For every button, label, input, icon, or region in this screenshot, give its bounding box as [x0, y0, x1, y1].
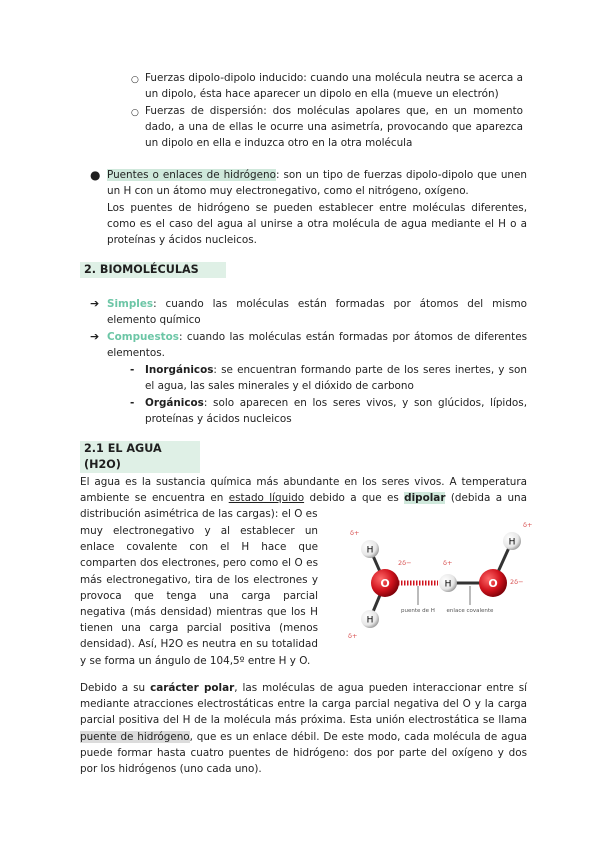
compuestos-term: Compuestos: [107, 331, 179, 343]
charge-2delta-minus: 2δ−: [398, 559, 412, 567]
arrow-bullet-icon: ➔: [90, 330, 100, 343]
organicos-term: Orgánicos: [145, 397, 204, 409]
organicos-text: : solo aparecen en los seres vivos, y son glúcidos, lípidos, proteínas y ácidos nucleicos: [145, 397, 527, 426]
charge-delta-plus: δ+: [348, 632, 358, 640]
simples-text: : cuando las moléculas están formadas por átomos del mismo elemento químico: [107, 298, 527, 327]
puentes-paragraph-2: Los puentes de hidrógeno se pueden establecer entre moléculas diferentes, como es el caso del agua al unirse a otra molécula de agua mediante el H o a proteínas y ácidos nucleicos.: [107, 202, 527, 247]
list-item-dispersion: Fuerzas de dispersión: dos moléculas apolares que, en un momento dado, a una de ellas le ocurre una asimetría, provocando que aparezca un dipolo en ella e induzca otro en la otra molécula: [145, 105, 523, 150]
p1-text-b: debido a que es: [304, 492, 405, 505]
estado-liquido-term: estado líquido: [228, 492, 305, 505]
charge-delta-plus: δ+: [523, 521, 533, 529]
puentes-term: Puentes o enlaces de hidrógeno: [107, 169, 276, 181]
charge-delta-plus: δ+: [350, 529, 360, 537]
dash-bullet-icon: -: [130, 397, 135, 409]
p2-text-c: , que es un enlace débil. De este modo, cada molécula de agua puede formar hasta cuatro puentes de hidrógeno: dos por parte del oxígeno y dos por los hidrógenos (uno cada uno).: [80, 730, 527, 776]
list-item-dipolo-inducido: Fuerzas dipolo-dipolo inducido: cuando una molécula neutra se acerca a un dipolo, ésta hace aparecer un dipolo en ella (mueve un electrón): [145, 72, 523, 101]
simples-term: Simples: [107, 298, 154, 310]
list-item-inorganicos: [145, 362, 527, 394]
inorganicos-text: : se encuentran formando parte de los seres inertes, y son el agua, las sales minerales y el dióxido de carbono: [145, 364, 527, 393]
puente-hidrogeno-term: puente de hidrógeno: [80, 730, 190, 743]
atom-label-h: H: [508, 537, 516, 548]
p1-text-a: El agua es la sustancia química más abundante en los seres vivos. A temperatura ambiente se encuentra en: [80, 476, 527, 505]
atom-label-o: O: [488, 577, 498, 590]
puentes-paragraph: [107, 167, 527, 199]
puentes-text: : son un tipo de fuerzas dipolo-dipolo que unen un H con un átomo muy electronegativo, como el nitrógeno, oxígeno.: [107, 169, 527, 198]
p2-text-a: Debido a su: [80, 682, 151, 694]
dot-bullet-icon: ●: [90, 168, 101, 182]
section-heading-biomoleculas: 2. BIOMOLÉCULAS: [80, 262, 226, 278]
compuestos-text: : cuando las moléculas están formadas por átomos de diferentes elementos.: [107, 331, 527, 360]
agua-paragraph-2: [80, 680, 527, 777]
section-heading-agua: 2.1 EL AGUA (H2O): [80, 441, 200, 473]
dash-bullet-icon: -: [130, 364, 135, 376]
list-item-organicos: [145, 395, 527, 427]
agua-paragraph-1-wrap: muy electronegativo y al establecer un enlace covalente con el H hace que comparten dos electrones, pero como el O es más electronegativo, tira de los electrones y provoca que tenga una carga parcial negativa (más densidad) mientras que los H tienen una carga parcial positiva (menos densidad). Así, H2O es neutra en su totalidad y se forma un ángulo de 104,5º entre H y O.: [80, 525, 318, 667]
p1-text-c: (debida a una distribución asimétrica de las cargas): el O es: [80, 492, 527, 521]
inorganicos-term: Inorgánicos: [145, 364, 214, 376]
atom-label-h: H: [366, 545, 374, 556]
circle-bullet-icon: ○: [131, 108, 139, 118]
atom-label-o: O: [380, 577, 390, 590]
list-item-simples: [107, 296, 527, 328]
arrow-bullet-icon: ➔: [90, 297, 100, 310]
enlace-annotation: enlace covalente: [446, 608, 494, 614]
circle-bullet-icon: ○: [131, 75, 139, 85]
atom-label-h: H: [366, 615, 374, 626]
charge-2delta-minus: 2δ−: [510, 578, 524, 586]
caracter-polar-term: carácter polar: [150, 682, 235, 694]
p2-text-b: , las moléculas de agua pueden interaccionar entre sí mediante atracciones electrostáticas entre la carga parcial negativa del O y la carga parcial positiva del H de la molécula más próxima. Esta unión electrostática se llama: [80, 682, 527, 727]
puente-annotation: puente de H: [401, 608, 435, 614]
charge-delta-plus: δ+: [443, 559, 453, 567]
atom-label-h: H: [444, 579, 452, 590]
water-hydrogen-bond-diagram: [338, 515, 538, 645]
list-item-compuestos: [107, 329, 527, 361]
dipolar-term: dipolar: [404, 492, 446, 505]
